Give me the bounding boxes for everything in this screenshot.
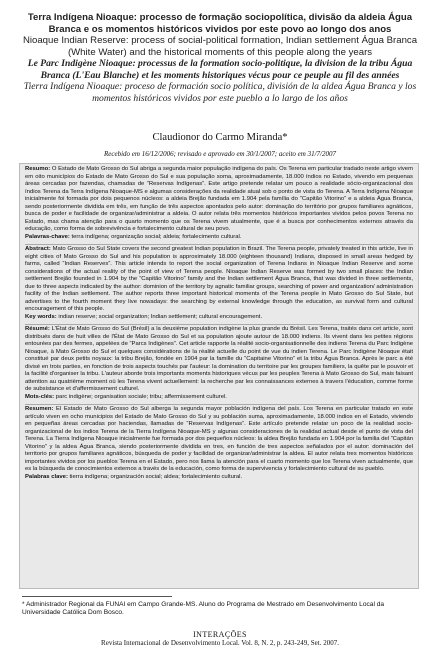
abstract-text: O Estado de Mato Grosso do Sul abriga a segunda maior população indígena do país. Os Terena em particular tradado neste artigo vivem em oito municípios do Estado de Mato Grosso do Sul e sua população soma, aproximadamente, 18.000 índios no Estado, vivendo em pequenas áreas cercadas por fazendas, chamadas de “Reservas Indígenas”. Este artigo pretende relatar um pouco a realidade sócio-organizacional dos índios Terena da Terra Indígena Nioaque-MS e algumas considerações da realidade atual sob o ponto de vista do Terena. A Terra Indígena Nioaque inicialmente foi formada por dois pequenos núcleos: a aldeia Brejão fundada em 1.904 pela família do “Capitão Vitorino” e a aldeia Água Branca, sendo posteriormente dividida em três, em função de três aspectos apontados pelo autor: dominação do território por grupos familiares agnáticos, busca de poder e facilidade de organizar/administrar a aldeia. O autor relata três momentos históricos importantes vividos pelos povos Terena no Estado, mas chama atenção para o quarto momento que os Terena vivem atualmente, que é a busca por conhecimentos externos através da educação, como forma de sobrevivência e fortalecimento cultural de seu povo. <box>25 166 413 232</box>
keywords-label: Mots-clés: <box>25 393 55 400</box>
keywords-text: terra indígena; organização social; aldeia; fortalecimento cultural. <box>71 233 242 240</box>
title-spanish: Tierra Indígena Nioaque: proceso de formación socio política, división de la aldea Água Branca y los momentos históricos vividos por este pueblo a lo largo de los años <box>23 81 417 104</box>
title-french: Le Parc Indigène Nioaque: processus de la formation socio-politique, la division de la tribu Água Branca (L'Eau Blanche) et les moments historiques vécus pour ce peuple au fil des années <box>27 58 413 81</box>
keywords-text: tierra indígena; organización social; aldea; fortalecimiento cultural. <box>69 473 243 480</box>
abstract-french <box>25 324 413 401</box>
keywords-label: Key words: <box>25 313 57 320</box>
abstract-label: Résumé: <box>25 326 50 332</box>
abstract-text: Mato Grosso do Sul State covers the second greatest Indian population in Brazil. The Terena people, privately treated in this article, live in eight cities of Mato Grosso do Sul and his population is approximately 18.000 (eighteen thousand) Indians, disposed in small areas hedged by farms, called “Indian Reserves”. This article intends to report the social organization of Terena Indians in Nioaque Indian Reserve and some considerations of the actual reality of the point of view of Terena people. Nioaque Indian Reserve was formed by two small places: the Indian settlement Brejão founded in 1.904 by the “Capitão Vitorino” family and the Indian settlement Água Branca, that was divided in three settlements, due to three aspects indicated by the author: dominion of the territory by agnatic familiar groups, searching of power and organization/ administration facility of the Indian settlement. The author reports three important historical moments of the Terena people in Mato Grosso do Sul State, but advertises to the fourth moment they live nowadays: the searching by external knowledge through the education, as survival form and cultural encouragement of this people. <box>25 246 413 312</box>
abstract-english <box>25 244 413 321</box>
journal-name: INTERAÇÕES <box>193 630 247 639</box>
journal-footer <box>18 630 422 647</box>
abstract-portuguese <box>25 166 413 241</box>
journal-reference: Revista Internacional de Desenvolvimento Local. Vol. 8, N. 2, p. 243-249, Set. 2007. <box>101 639 339 647</box>
title-block <box>18 12 422 104</box>
abstract-box <box>19 163 419 589</box>
abstract-label: Abstract: <box>25 246 51 252</box>
footnote-divider <box>22 596 172 597</box>
submission-dates: Recebido em 16/12/2006; revisado e aprovado em 30/1/2007; aceito em 31/7/2007 <box>104 150 336 158</box>
keywords-label: Palavras-chave: <box>25 233 70 240</box>
keywords-text: indian reserve; social organization; Indian settlement; cultural encouragement. <box>58 313 263 320</box>
keywords-text: parc indigène; organisation sociale; tribu; affermissement culturel. <box>55 393 227 400</box>
title-portuguese: Terra Indígena Nioaque: processo de formação sociopolítica, divisão da aldeia Água Branca e os momentos históricos vividos por este povo ao longo dos anos <box>27 12 413 35</box>
author-footnote: * Administrador Regional da FUNAI em Campo Grande-MS. Aluno do Programa de Mestrado em Desenvolvimento Local da Universidade Católica Dom Bosco. <box>22 601 385 617</box>
abstract-label: Resumen: <box>25 406 54 412</box>
abstract-label: Resumo: <box>25 166 51 172</box>
abstract-text: L'État de Mato Grosso do Sul (Brésil) a la deuxième population indigène la plus grande du Brésil. Les Terena, traités dans cet article, sont distribués dans de huit villes de l'État de Mato Grosso do Sul et sa population ajoute autour de 18.000 indiens. Ils vivent dans les petites régions entourées par des fermes, appelées de “Parcs Indigènes”. Cet article rapporte la réalité socio-organisationnelle des indiens Terena du Parc Indigène Nioaque, à Mato Grosso do Sul et quelques considérations de la réalité actuelle du point de vue du indien Terena. Le Parc Indigène Nioaque était constitué par deux petits noyaux: la tribu Brejão, fondée en 1904 par la famille du “Capitaine Vitorino” et la tribu Água Branca. Après le parc a été divisé en trois parties, en fonction de trois aspects touchés par l'auteur: la domination du territoire par les groupes familiers, la quête par le pouvoir et la facilité d'organiser la tribu. L'auteur aborde trois importants moments historiques vécus par les peuples Terena à Mato Grosso do Sul, mais faisant attention au quatrième moment où les Terena vivent actuellement: la recherche par les connaissances externes à travers l'éducation, comme forme de subsistance et d'affermissement culturel. <box>25 326 413 392</box>
title-english: Nioaque Indian Reserve: process of social-political formation, Indian settlement Água Branca (White Water) and the historical moments of this people along the years <box>22 35 418 58</box>
abstract-spanish <box>25 404 413 481</box>
author-name: Claudionor do Carmo Miranda* <box>152 132 288 143</box>
abstract-text: El Estado de Mato Grosso do Sul alberga la segunda mayor población indígena del país. Los Terena en particular tratado en este artículo viven en ocho municipios del Estado de Mato Grosso do Sul y su población suma, aproximadamente, 18.000 indios en el Estado, viviendo en pequeñas áreas cercadas por haciendas, llamadas de “Reservas Indígenas”. Este artículo pretende relatar un poco de la realidad socio-organizacional de los indios Terena de la Tierra Indígena Nioaque-MS y algunas consideraciones de la realidad actual desde el punto de vista del Terena. La Tierra Indígena Nioaque inicialmente fue formada por dos pequeños núcleos: la aldea Brejão fundada en 1.904 por la familia del “Capitán Vitorino” y la aldea Água Branca, siendo posteriormente dividida en tres, en función de tres aspectos señalados por el autor: dominación del territorio por grupos familiares agnáticos, búsqueda de poder y facilidad de organizar/administrar la aldea. El autor relata tres momentos históricos importantes vividos por los pueblos Terena en el Estado, pero nos llama la atención para el cuarto momento que los Terena viven actualmente, que es la búsqueda de conocimientos externos a través de la educación, como forma de supervivencia y fortalecimiento cultural de su pueblo. <box>25 406 413 472</box>
keywords-label: Palabras clave: <box>25 473 68 480</box>
